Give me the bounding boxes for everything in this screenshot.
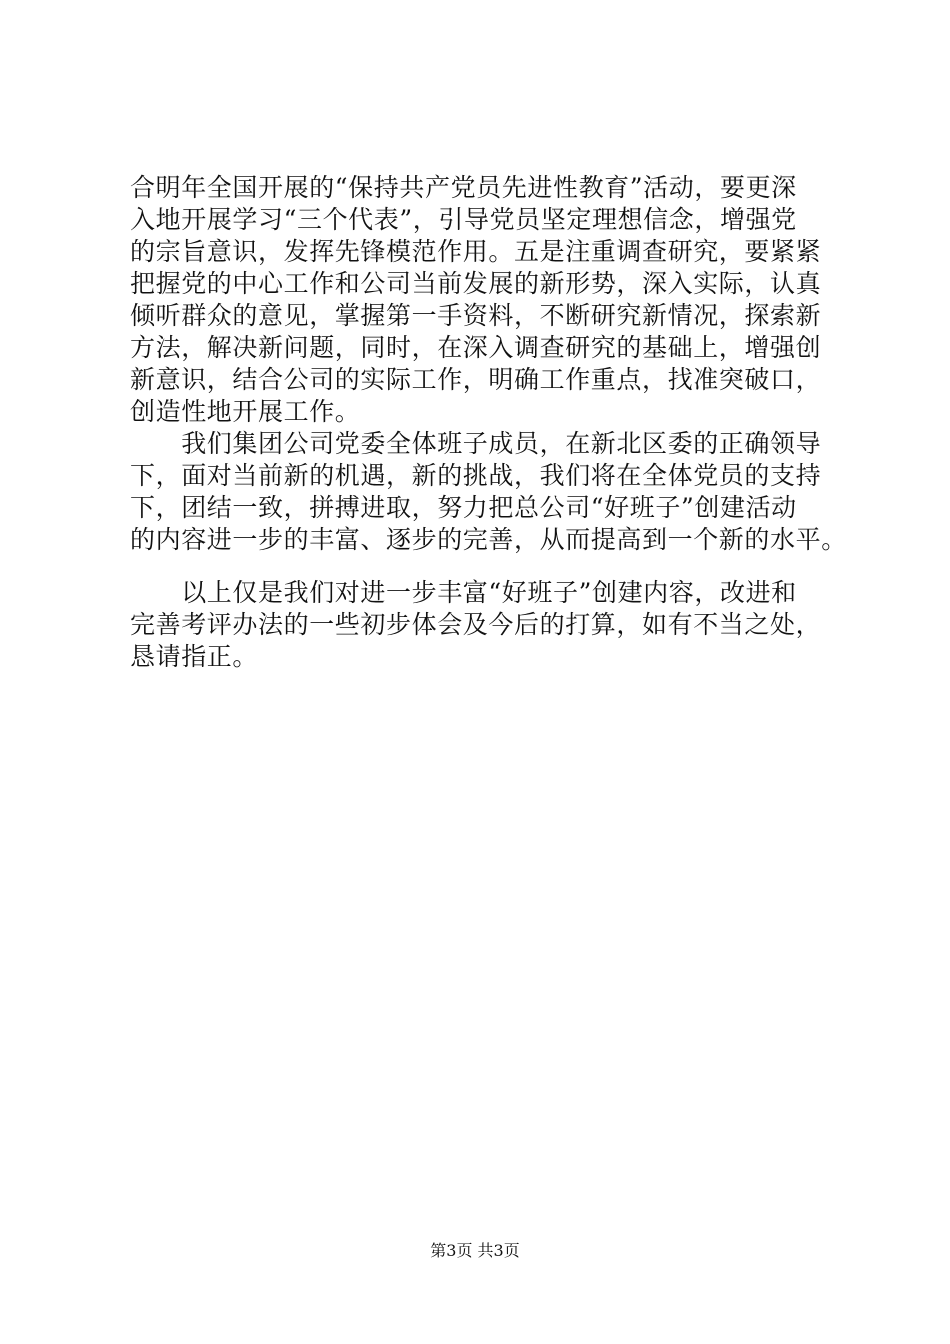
body-text-line: 创造性地开展工作。 bbox=[130, 397, 361, 426]
body-text-line: 下，面对当前新的机遇，新的挑战，我们将在全体党员的支持 bbox=[130, 461, 822, 490]
body-text-line: 新意识，结合公司的实际工作，明确工作重点，找准突破口， bbox=[130, 365, 822, 394]
body-text-line: 恳请指正。 bbox=[130, 642, 259, 671]
body-text-line: 以上仅是我们对进一步丰富“好班子”创建内容，改进和 bbox=[130, 578, 797, 607]
body-text-line: 倾听群众的意见，掌握第一手资料，不断研究新情况，探索新 bbox=[130, 301, 822, 330]
page-footer: 第3页 共3页 bbox=[430, 1241, 520, 1260]
body-text-line: 合明年全国开展的“保持共产党员先进性教育”活动，要更深 bbox=[130, 173, 797, 202]
body-text-line: 下，团结一致，拼搏进取，努力把总公司“好班子”创建活动 bbox=[130, 493, 797, 522]
body-text-line: 的内容进一步的丰富、逐步的完善，从而提高到一个新的水平。 bbox=[130, 525, 847, 554]
body-text-line: 把握党的中心工作和公司当前发展的新形势，深入实际，认真 bbox=[130, 269, 822, 298]
body-text-line: 完善考评办法的一些初步体会及今后的打算，如有不当之处， bbox=[130, 610, 822, 639]
body-text-line: 的宗旨意识，发挥先锋模范作用。五是注重调查研究，要紧紧 bbox=[130, 237, 822, 266]
body-text-line: 方法，解决新问题，同时，在深入调查研究的基础上，增强创 bbox=[130, 333, 822, 362]
body-text-line: 我们集团公司党委全体班子成员，在新北区委的正确领导 bbox=[130, 429, 822, 458]
body-text-line: 入地开展学习“三个代表”，引导党员坚定理想信念，增强党 bbox=[130, 205, 797, 234]
